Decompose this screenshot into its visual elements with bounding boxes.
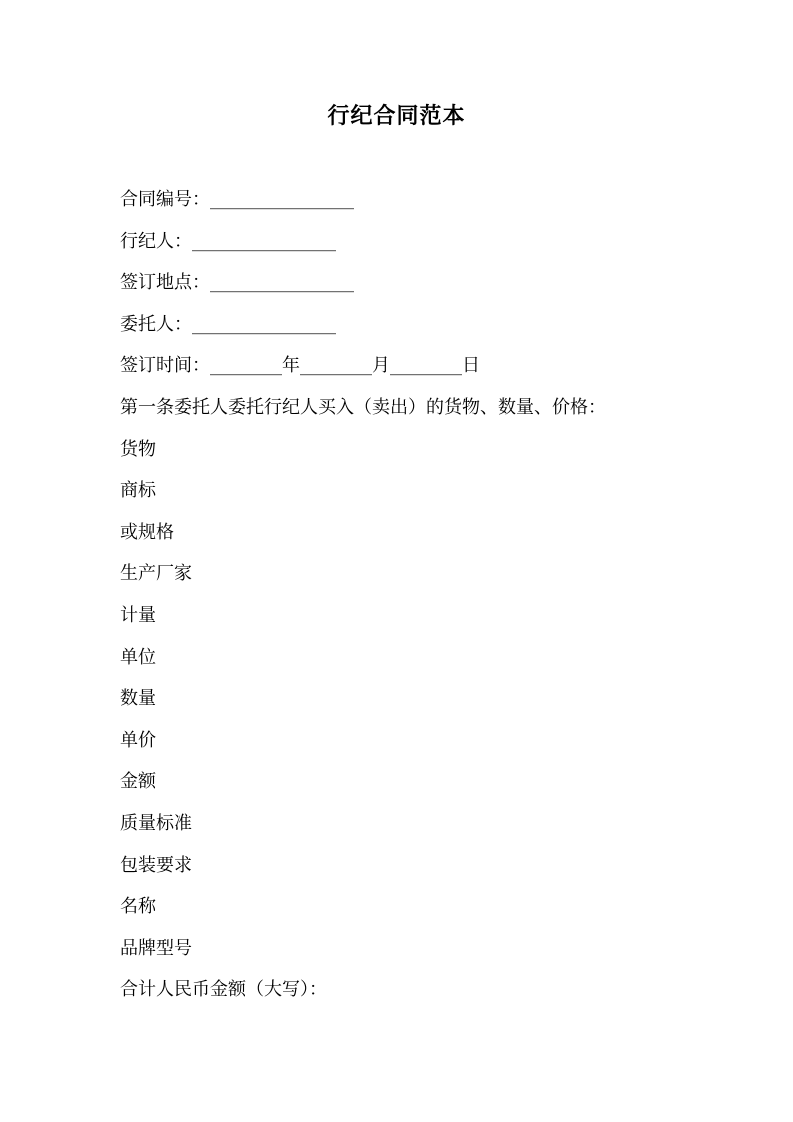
list-item: 金额 (120, 771, 156, 793)
signing-place-line: 签订地点：________________ (120, 272, 354, 294)
list-item: 货物 (120, 438, 156, 460)
total-amount-line: 合计人民币金额（大写）： (120, 979, 327, 1001)
list-item: 质量标准 (120, 812, 192, 834)
list-item: 数量 (120, 688, 156, 710)
contract-number-line: 合同编号：________________ (120, 189, 354, 210)
contract-body (120, 184, 680, 1016)
list-item: 计量 (120, 604, 156, 626)
article-one-heading: 第一条委托人委托行纪人买入（卖出）的货物、数量、价格： (120, 396, 606, 418)
list-item: 名称 (120, 896, 156, 918)
list-item: 单价 (120, 729, 156, 751)
document-title: 行纪合同范本 (327, 103, 466, 129)
list-item: 或规格 (120, 521, 174, 543)
list-item: 包装要求 (120, 854, 192, 876)
list-item: 品牌型号 (120, 937, 192, 959)
broker-line: 行纪人：________________ (120, 230, 336, 252)
list-item: 单位 (120, 646, 156, 668)
list-item: 生产厂家 (120, 563, 192, 585)
signing-date-line: 签订时间：________年________月________日 (120, 355, 480, 377)
principal-line: 委托人：________________ (120, 313, 336, 335)
list-item: 商标 (120, 480, 156, 502)
